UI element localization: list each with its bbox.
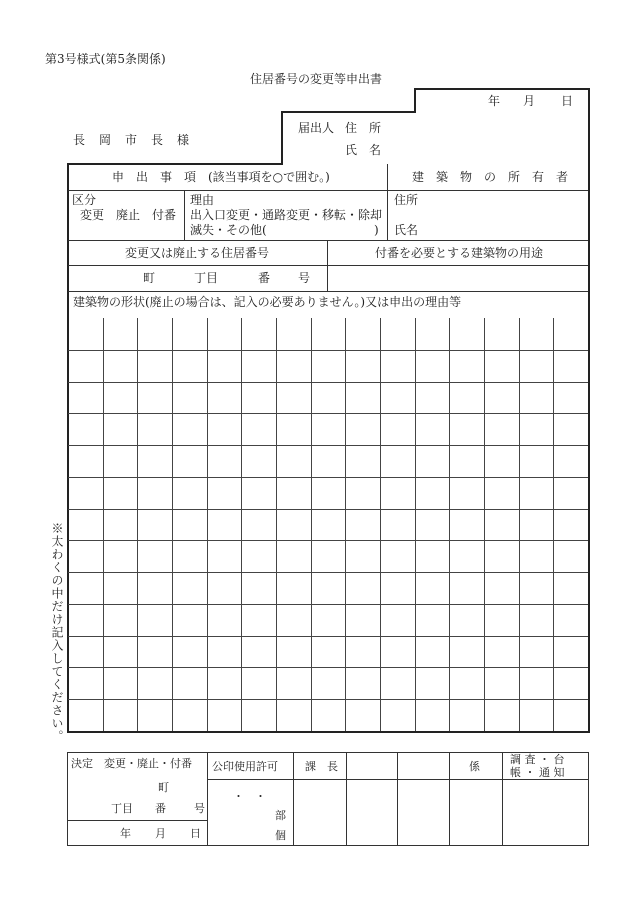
office-chome: 丁目: [111, 802, 133, 815]
applicant-label: 届出人: [298, 121, 335, 135]
form-number: 第3号様式(第5条関係): [45, 52, 166, 66]
grid-hline: [68, 477, 588, 478]
office-divider-6: [502, 752, 503, 845]
office-month: 月: [155, 827, 166, 840]
grid-vline: [276, 318, 277, 731]
grid-hline: [68, 509, 588, 510]
border-top-applicant: [281, 111, 416, 113]
grid-hline: [68, 382, 588, 383]
border-step-1: [414, 88, 416, 112]
reason-line2: 滅失・その他(: [190, 223, 267, 237]
border-step-2: [281, 111, 283, 164]
grid-hline: [68, 604, 588, 605]
office-seal-permit: 公印使用許可: [212, 760, 278, 773]
grid-vline: [553, 318, 554, 731]
section-header-left: 申 出 事 項 (該当事項を○で囲む。): [112, 170, 330, 184]
office-divider-4: [397, 752, 398, 845]
grid-hline: [68, 636, 588, 637]
grid-vline: [207, 318, 208, 731]
page-title: 住居番号の変更等申出書: [250, 72, 383, 86]
divider-1: [68, 190, 588, 191]
office-dots: ・ ・: [233, 790, 266, 803]
reason-label: 理由: [190, 193, 215, 207]
office-divider-3: [346, 752, 347, 845]
office-border-right: [588, 752, 589, 845]
office-year: 年: [120, 827, 131, 840]
grid-hline: [68, 572, 588, 573]
office-survey-line1: 調 査 ・ 台: [510, 753, 565, 766]
office-town: 町: [158, 781, 169, 794]
office-survey-line2: 帳 ・ 通 知: [510, 766, 565, 779]
grid-vline: [241, 318, 242, 731]
applicant-address-label: 住 所: [345, 121, 382, 135]
grid-vline: [415, 318, 416, 731]
grid-hline: [68, 667, 588, 668]
side-note: ※太わくの中だけ記入してください。: [50, 522, 64, 743]
grid-hline: [68, 413, 588, 414]
drawing-grid[interactable]: [68, 318, 588, 731]
office-chief: 課 長: [305, 760, 338, 773]
date-month: 月: [523, 94, 536, 108]
date-day: 日: [561, 94, 574, 108]
grid-hline: [68, 350, 588, 351]
section-header-right: 建 築 物 の 所 有 者: [412, 170, 569, 184]
address-row-left: 変更又は廃止する住居番号: [125, 246, 270, 260]
divider-category: [184, 190, 185, 240]
grid-hline: [68, 699, 588, 700]
address-row-right: 付番を必要とする建築物の用途: [375, 246, 544, 260]
office-ban: 番: [155, 802, 166, 815]
grid-vline: [172, 318, 173, 731]
office-day: 日: [190, 827, 201, 840]
address-unit-ban: 番: [258, 271, 271, 285]
applicant-name-label: 氏 名: [345, 143, 382, 157]
shape-label: 建築物の形状(廃止の場合は、記入の必要ありません。)又は申出の理由等: [73, 295, 462, 309]
grid-hline: [68, 540, 588, 541]
grid-vline: [380, 318, 381, 731]
divider-2: [68, 240, 588, 241]
reason-line1: 出入口変更・通路変更・移転・除却: [190, 208, 383, 222]
owner-address-label: 住所: [394, 193, 419, 207]
office-divider-2: [293, 752, 294, 845]
category-label: 区分: [72, 193, 97, 207]
address-unit-go: 号: [298, 271, 311, 285]
office-bu: 部: [275, 809, 286, 822]
office-staff: 係: [469, 760, 480, 773]
date-year: 年: [488, 94, 501, 108]
grid-vline: [484, 318, 485, 731]
office-date-line: [67, 820, 207, 821]
divider-4: [68, 291, 588, 292]
border-top-main: [67, 163, 283, 165]
divider-owner: [387, 164, 388, 240]
office-go: 号: [194, 802, 205, 815]
border-bottom: [67, 731, 590, 733]
grid-vline: [345, 318, 346, 731]
office-decision: 決定 変更・廃止・付番: [71, 757, 192, 770]
address-unit-town: 町: [143, 271, 156, 285]
grid-hline: [68, 445, 588, 446]
grid-vline: [103, 318, 104, 731]
divider-3: [68, 265, 588, 266]
grid-vline: [311, 318, 312, 731]
reason-close: ): [374, 223, 379, 237]
office-divider-5: [449, 752, 450, 845]
office-divider-1: [207, 752, 208, 845]
grid-vline: [449, 318, 450, 731]
border-top-date: [414, 88, 589, 90]
category-options: 変更 廃止 付番: [80, 208, 177, 222]
addressee: 長 岡 市 長 様: [73, 133, 191, 147]
grid-vline: [519, 318, 520, 731]
grid-vline: [137, 318, 138, 731]
office-border-left: [67, 752, 68, 845]
address-unit-chome: 丁目: [194, 271, 219, 285]
office-ko: 個: [275, 829, 286, 842]
office-border-bottom: [67, 845, 589, 846]
owner-name-label: 氏名: [394, 223, 419, 237]
border-right: [588, 88, 590, 732]
